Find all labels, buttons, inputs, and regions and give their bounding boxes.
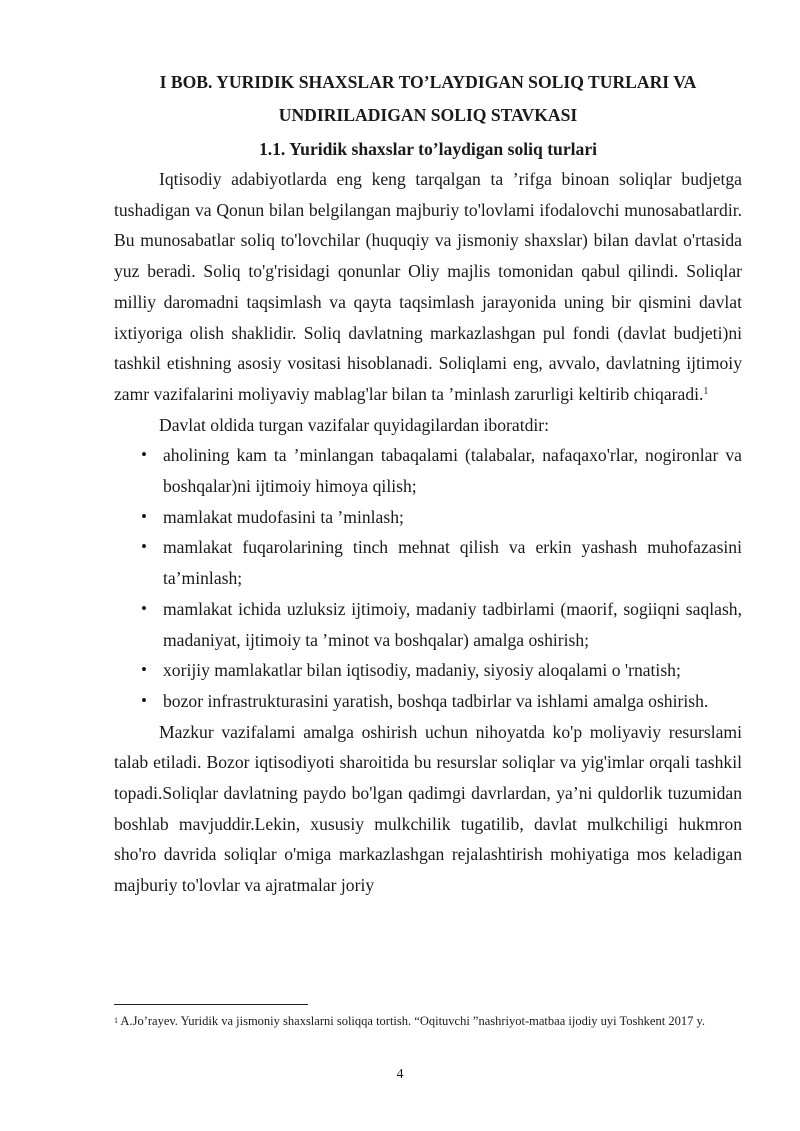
- list-item-text: mamlakat ichida uzluksiz ijtimoiy, madaniy tadbirlami (maorif, sogiiqni saqlash, madaniyat, ijtimoiy ta ’minot va boshqalar) amalga oshirish;: [163, 598, 742, 650]
- paragraph-3: Mazkur vazifalami amalga oshirish uchun nihoyatda ko'p moliyaviy resurslami talab etiladi. Bozor iqtisodiyoti sharoitida bu resurslar soliqlar va yig'imlar orqali tashkil topadi.Soliqlar davlatning paydo bo'lgan qadimgi davrlardan, ya’ni quldorlik tuzumidan boshlab mavjuddir.Lekin, xususiy mulkchilik tugatilib, davlat mulkchiligi hukmron sho'ro davrida soliqlar o'miga markazlashgan rejalashtirish mohiyatiga mos keladigan majburiy to'lovlar va ajratmalar joriy: [114, 721, 742, 896]
- bullet-icon: •: [141, 598, 147, 618]
- footnote-reference: 1: [703, 385, 709, 397]
- paragraph-1-text: Iqtisodiy adabiyotlarda eng keng tarqalgan ta ’rifga binoan soliqlar budjetga tushadigan va Qonun bilan belgilangan majburiy to'lovlami ifodalovchi munosabatlardir. Bu munosabatlar soliq to'lovchilar (huquqiy va jismoniy shaxslar) bilan davlat o'rtasida yuz beradi. Soliq to'g'risidagi qonunlar Oliy majlis tomonidan qabul qilindi. Soliqlar milliy daromadni taqsimlash va qayta taqsimlash jarayonida uning bir qismini davlat ixtiyoriga olish shaklidir. Soliq davlatning markazlashgan pul fondi (davlat budjeti)ni tashkil etishning asosiy vositasi hisoblanadi. Soliqlami eng, avvalo, davlatning ijtimoiy zamr vazifalarini moliyaviy mablag'lar bilan ta ’minlash zarurligi keltirib chiqaradi.: [114, 169, 742, 404]
- chapter-title-line1: I BOB. YURIDIK SHAXSLAR TO’LAYDIGAN SOLIQ TURLARI VA: [159, 72, 697, 92]
- footnote-marker: 1: [114, 1016, 118, 1025]
- list-item-text: bozor infrastrukturasini yaratish, boshqa tadbirlar va ishlami amalga oshirish.: [163, 690, 709, 711]
- list-item: [114, 594, 742, 655]
- bullet-icon: •: [141, 660, 147, 680]
- paragraph-2: Davlat oldida turgan vazifalar quyidagilardan iboratdir:: [159, 414, 550, 435]
- page-body: [114, 66, 742, 901]
- list-item-text: aholining kam ta ’minlangan tabaqalami (talabalar, nafaqaxo'rlar, nogironlar va boshqalar)ni ijtimoiy himoya qilish;: [163, 445, 742, 497]
- bullet-icon: •: [141, 506, 147, 526]
- list-item-text: xorijiy mamlakatlar bilan iqtisodiy, madaniy, siyosiy aloqalami o 'rnatish;: [163, 660, 681, 681]
- bullet-icon: •: [141, 690, 147, 710]
- list-item: [114, 655, 742, 686]
- section-title: 1.1. Yuridik shaxslar to’laydigan soliq turlari: [258, 139, 598, 159]
- list-item: [114, 440, 742, 501]
- bullet-icon: •: [141, 537, 147, 557]
- footnote-separator: [114, 1004, 308, 1005]
- chapter-title-line2: UNDIRILADIGAN SOLIQ STAVKASI: [278, 105, 578, 125]
- bullet-icon: •: [141, 445, 147, 465]
- tasks-list: [114, 440, 742, 716]
- list-item-text: mamlakat mudofasini ta ’minlash;: [163, 506, 404, 527]
- footnote: [114, 1012, 742, 1031]
- list-item: [114, 532, 742, 593]
- paragraph-1: [114, 164, 742, 410]
- list-item: [114, 502, 742, 533]
- list-item-text: mamlakat fuqarolarining tinch mehnat qilish va erkin yashash muhofazasini ta’minlash;: [163, 537, 742, 589]
- list-item: [114, 686, 742, 717]
- page-number: 4: [396, 1067, 404, 1082]
- footnote-text: A.Jo’rayev. Yuridik va jismoniy shaxslarni soliqqa tortish. “Oqituvchi ”nashriyot-matbaa ijodiy uyi Toshkent 2017 y.: [118, 1014, 706, 1028]
